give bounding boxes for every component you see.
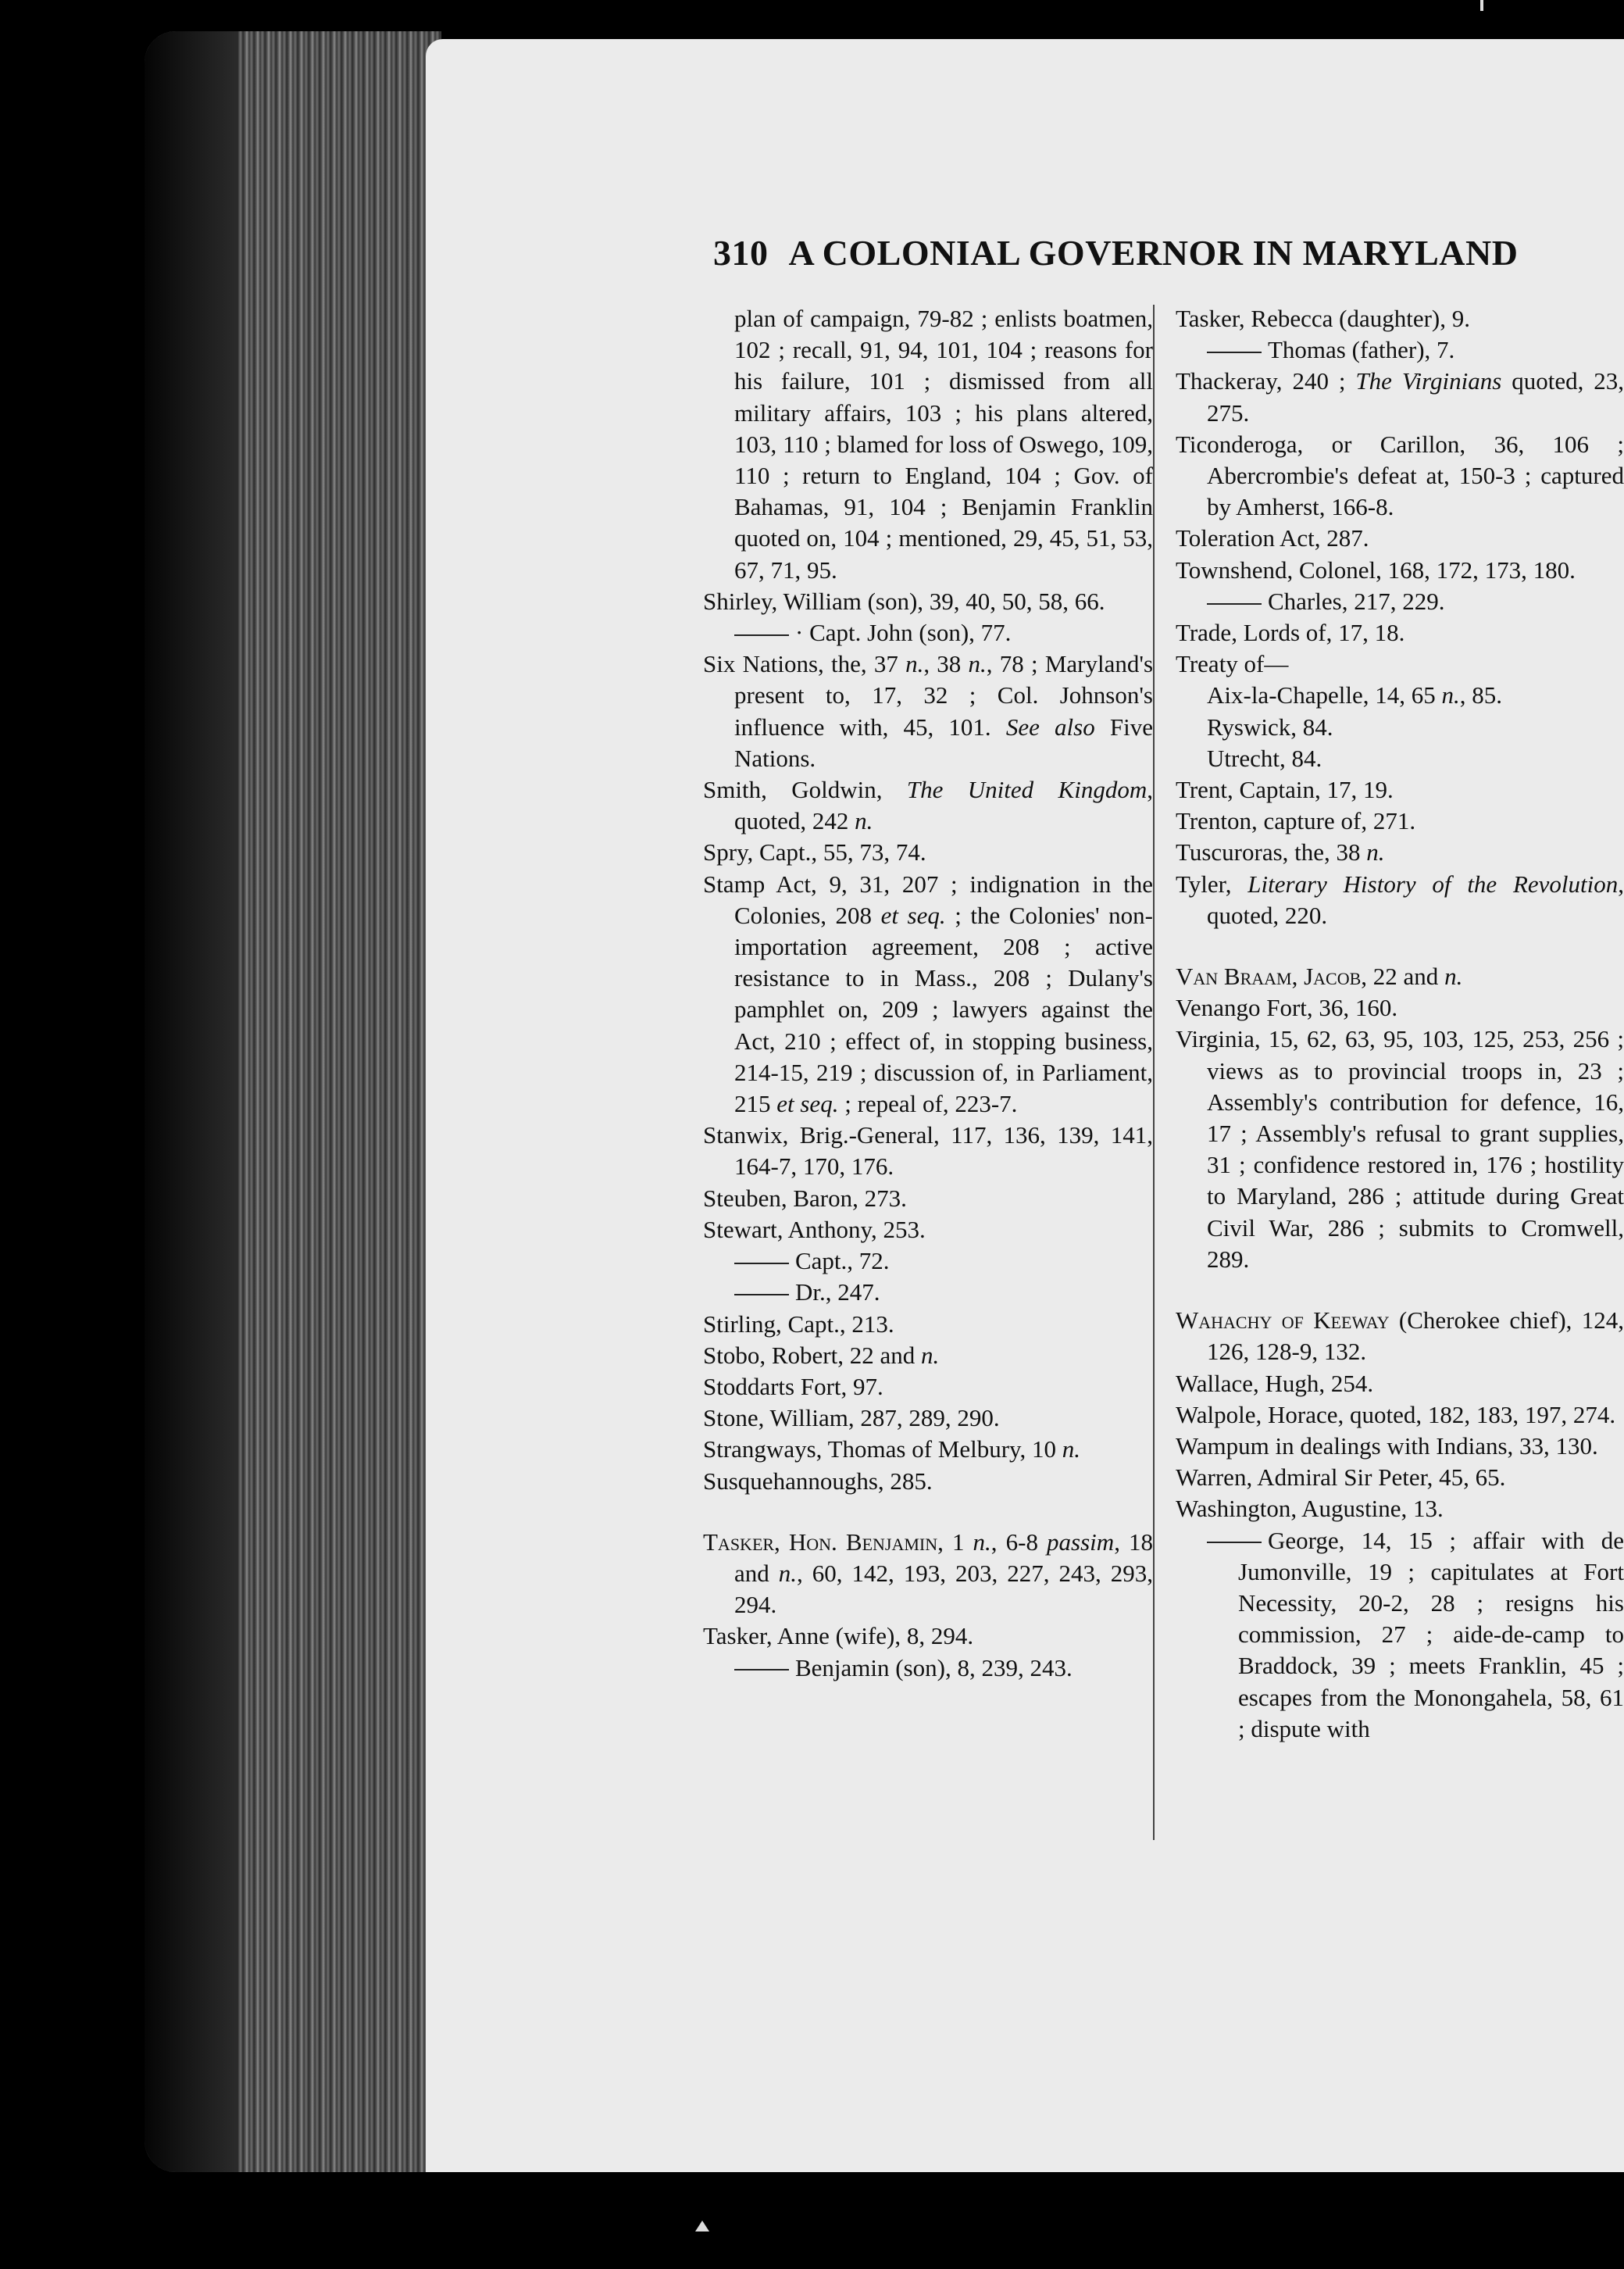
entry-text: Thomas (father), 7. — [1268, 336, 1455, 364]
entry-text: Wampum in dealings with Indians, 33, 130. — [1176, 1431, 1598, 1460]
index-column-left — [703, 303, 1153, 1684]
ditto-dash — [734, 634, 789, 636]
index-nested-entry — [1176, 743, 1624, 774]
entry-text: , 85. — [1459, 681, 1502, 709]
index-entry — [1176, 617, 1624, 649]
entry-text: Stone, William, 287, 289, 290. — [703, 1404, 1000, 1432]
ditto-dash — [1207, 1542, 1262, 1543]
entry-text: Stanwix, Brig.-General, 117, 136, 139, 141, 164-7, 170, 176. — [703, 1121, 1153, 1181]
italic-text: n. — [1444, 963, 1463, 991]
index-entry — [1176, 837, 1624, 868]
index-entry — [703, 1371, 1153, 1402]
index-entry-continuation — [703, 303, 1153, 586]
italic-text: Literary History of the Revolution — [1247, 870, 1619, 898]
section-gap — [1176, 1275, 1624, 1305]
index-entry — [1176, 1493, 1624, 1524]
entry-text: Six Nations, the, 37 — [703, 650, 906, 678]
index-entry — [1176, 1399, 1624, 1431]
index-subentry — [703, 1277, 1153, 1308]
page-number: 310 — [713, 233, 769, 273]
small-caps-heading: Van Braam, Jacob — [1176, 963, 1362, 991]
entry-text: Stirling, Capt., 213. — [703, 1310, 894, 1338]
index-entry — [703, 1434, 1153, 1465]
italic-text: n. — [1441, 681, 1460, 709]
italic-text: n. — [973, 1528, 991, 1556]
entry-text: Stewart, Anthony, 253. — [703, 1215, 926, 1243]
index-entry — [1176, 869, 1624, 931]
entry-text: · Capt. John (son), 77. — [795, 619, 1012, 647]
index-entry — [1176, 366, 1624, 428]
index-subentry — [1176, 586, 1624, 617]
entry-text: Trenton, capture of, 271. — [1176, 807, 1416, 835]
entry-text: ; the Colonies' non-importation agreement, 208 ; active resistance to in Mass., 208 ; Dulany's pamphlet on, 209 ; lawyers against the Act, 210 ; effect of, in stopping business, 214-15, 219 ; discussion of, in Parliament, 215 — [734, 901, 1153, 1118]
ditto-dash — [734, 1263, 789, 1264]
entry-text: Trade, Lords of, 17, 18. — [1176, 619, 1405, 647]
entry-text: Spry, Capt., 55, 73, 74. — [703, 838, 926, 867]
entry-text: Ryswick, 84. — [1207, 713, 1333, 741]
entry-text: ; repeal of, 223-7. — [838, 1090, 1018, 1118]
entry-text: Tasker, Rebecca (daughter), 9. — [1176, 305, 1471, 332]
entry-text: Stoddarts Fort, 97. — [703, 1372, 883, 1400]
entry-text: , 78 ; Maryland's present to, 17, 32 ; Col. Johnson's influence with, 45, 101. — [734, 650, 1154, 741]
entry-text: , 22 and — [1361, 963, 1445, 991]
italic-text: The United Kingdom — [906, 776, 1148, 804]
entry-text: Virginia, 15, 62, 63, 95, 103, 125, 253, 256 ; views as to provincial troops in, 23 ; Assembly's contribution for defence, 16, 17 ; Assembly's refusal to grant supplies, 31 ; confidence restored in, 176 ; hostility to Maryland, 286 ; attitude during Great Civil War, 286 ; submits to Cromwell, 289. — [1176, 1025, 1624, 1273]
index-entry — [703, 649, 1153, 774]
index-entry — [703, 1120, 1153, 1182]
index-entry — [703, 774, 1153, 837]
entry-text: Trent, Captain, 17, 19. — [1176, 776, 1394, 804]
italic-text: n. — [968, 650, 987, 678]
small-caps-heading: Tasker, Hon. Benjamin — [703, 1528, 938, 1556]
entry-text: Stobo, Robert, 22 and — [703, 1341, 921, 1369]
entry-text: , quoted, 242 — [734, 776, 1153, 835]
entry-text: , 18 and — [734, 1528, 1154, 1587]
entry-text: Shirley, William (son), 39, 40, 50, 58, 66. — [703, 587, 1105, 615]
index-entry — [703, 1466, 1153, 1497]
italic-text: n. — [855, 807, 873, 835]
entry-text: Smith, Goldwin, — [703, 776, 907, 804]
entry-text: Benjamin (son), 8, 239, 243. — [795, 1653, 1073, 1681]
index-entry — [703, 1402, 1153, 1434]
entry-text: Five Nations. — [734, 713, 1153, 772]
index-entry — [703, 1340, 1153, 1371]
index-subentry — [1176, 1525, 1624, 1745]
ditto-dash — [1207, 352, 1262, 353]
entry-text: quoted, 23, 275. — [1207, 367, 1624, 427]
index-entry — [703, 586, 1153, 617]
index-entry — [1176, 961, 1624, 992]
italic-text: See also — [1005, 713, 1095, 741]
entry-text: Strangways, Thomas of Melbury, 10 — [703, 1435, 1062, 1463]
small-caps-heading: Wahachy of Keeway — [1176, 1306, 1390, 1335]
entry-text: , 60, 142, 193, 203, 227, 243, 293, 294. — [734, 1559, 1154, 1619]
index-page — [426, 39, 1624, 2172]
index-subentry — [1176, 334, 1624, 366]
italic-text: n. — [921, 1341, 940, 1369]
entry-text: , 1 — [937, 1528, 973, 1556]
index-entry — [703, 1309, 1153, 1340]
ditto-dash — [734, 1294, 789, 1295]
entry-text: Warren, Admiral Sir Peter, 45, 65. — [1176, 1463, 1506, 1492]
index-entry — [1176, 1305, 1624, 1367]
index-entry — [703, 1620, 1153, 1652]
entry-text: plan of campaign, 79-82 ; enlists boatmen, 102 ; recall, 91, 94, 101, 104 ; reasons for his failure, 101 ; dismissed from all military affairs, 103 ; his plans altered, 103, 110 ; blamed for loss of Oswego, 109, 110 ; return to England, 104 ; Gov. of Bahamas, 91, 104 ; Benjamin Franklin quoted on, 104 ; mentioned, 29, 45, 51, 53, 67, 71, 95. — [734, 305, 1153, 584]
entry-text: , quoted, 220. — [1207, 870, 1624, 929]
entry-text: Susquehannoughs, 285. — [703, 1467, 933, 1495]
index-entry — [1176, 806, 1624, 837]
index-nested-entry — [1176, 680, 1624, 711]
italic-text: The Virginians — [1355, 367, 1502, 395]
ditto-dash — [1207, 603, 1262, 605]
index-entry — [1176, 774, 1624, 806]
index-subentry — [703, 1653, 1153, 1684]
index-entry — [703, 1214, 1153, 1245]
index-entry — [1176, 1024, 1624, 1275]
italic-text: n. — [905, 650, 924, 678]
entry-text: Townshend, Colonel, 168, 172, 173, 180. — [1176, 556, 1576, 584]
entry-text: Tasker, Anne (wife), 8, 294. — [703, 1622, 974, 1650]
index-entry — [1176, 523, 1624, 554]
scan-arrow-mark — [695, 2221, 709, 2231]
column-divider — [1153, 305, 1155, 1840]
entry-text: Washington, Augustine, 13. — [1176, 1495, 1444, 1523]
entry-text: Treaty of— — [1176, 650, 1289, 678]
index-entry — [1176, 649, 1624, 680]
section-gap — [703, 1497, 1153, 1527]
running-title: A COLONIAL GOVERNOR IN MARYLAND — [788, 233, 1519, 273]
entry-text: , 38 — [923, 650, 969, 678]
index-entry — [703, 1183, 1153, 1214]
italic-text: n. — [1062, 1435, 1081, 1463]
scan-mark — [1480, 0, 1483, 11]
entry-text: Ticonderoga, or Carillon, 36, 106 ; Abercrombie's defeat at, 150-3 ; captured by Amherst, 166-8. — [1176, 430, 1624, 521]
book-spine-shadow — [145, 31, 238, 2172]
entry-text: Venango Fort, 36, 160. — [1176, 994, 1398, 1022]
entry-text: George, 14, 15 ; affair with de Jumonville, 19 ; capitulates at Fort Necessity, 20-2, 28 ; resigns his commission, 27 ; aide-de-camp to Braddock, 39 ; meets Franklin, 45 ; escapes from the Monongahela, 58, 61 ; dispute with — [1238, 1526, 1624, 1742]
italic-text: passim — [1047, 1528, 1115, 1556]
entry-text: Tuscuroras, the, 38 — [1176, 838, 1367, 867]
entry-text: Aix-la-Chapelle, 14, 65 — [1207, 681, 1442, 709]
ditto-dash — [734, 1669, 789, 1670]
entry-text: Tyler, — [1176, 870, 1248, 898]
index-entry — [703, 869, 1153, 1120]
index-entry — [1176, 429, 1624, 523]
index-entry — [703, 1527, 1153, 1621]
entry-text: Charles, 217, 229. — [1268, 587, 1445, 615]
index-subentry — [703, 1245, 1153, 1277]
entry-text: Walpole, Horace, quoted, 182, 183, 197, 274. — [1176, 1400, 1616, 1428]
index-nested-entry — [1176, 712, 1624, 743]
index-subentry — [703, 617, 1153, 649]
entry-text: Toleration Act, 287. — [1176, 524, 1369, 552]
entry-text: Stamp Act, 9, 31, 207 ; indignation in the Colonies, 208 — [703, 870, 1153, 929]
index-entry — [1176, 1431, 1624, 1462]
section-gap — [1176, 931, 1624, 961]
entry-text: Wallace, Hugh, 254. — [1176, 1369, 1374, 1397]
index-entry — [703, 837, 1153, 868]
italic-text: et seq. — [776, 1090, 839, 1118]
running-header — [713, 232, 1518, 273]
entry-text: Capt., 72. — [795, 1247, 890, 1275]
entry-text: Dr., 247. — [795, 1278, 880, 1306]
italic-text: n. — [1366, 838, 1385, 867]
index-entry — [1176, 1368, 1624, 1399]
index-entry — [1176, 303, 1624, 334]
italic-text: n. — [778, 1559, 798, 1587]
entry-text: Steuben, Baron, 273. — [703, 1184, 907, 1212]
italic-text: et seq. — [880, 901, 946, 929]
entry-text: Thackeray, 240 ; — [1176, 367, 1356, 395]
index-entry — [1176, 992, 1624, 1024]
entry-text: (Cherokee chief), 124, 126, 128-9, 132. — [1207, 1306, 1624, 1366]
index-entry — [1176, 555, 1624, 586]
index-entry — [1176, 1462, 1624, 1493]
entry-text: , 6-8 — [990, 1528, 1048, 1556]
index-column-right — [1176, 303, 1624, 1745]
entry-text: Utrecht, 84. — [1207, 744, 1322, 772]
